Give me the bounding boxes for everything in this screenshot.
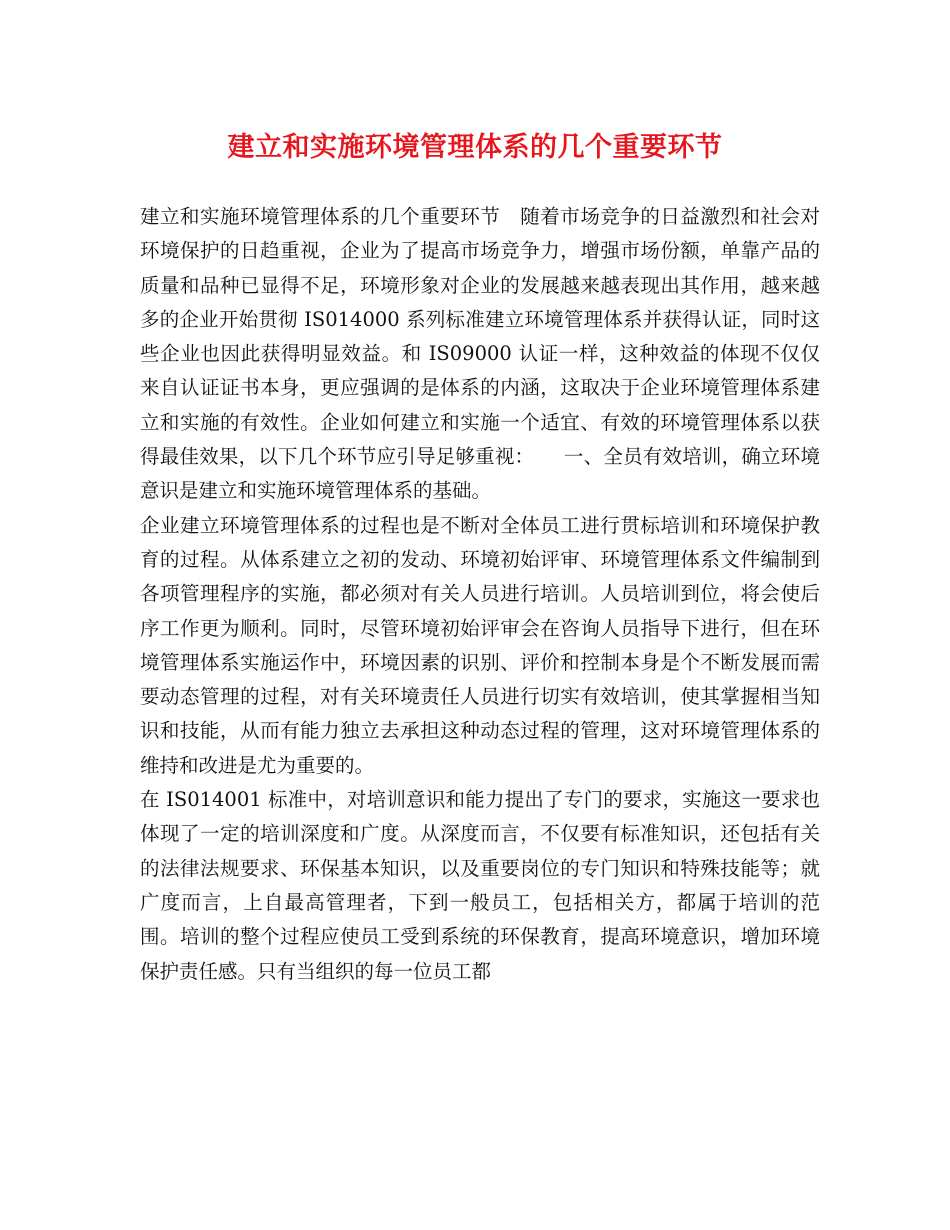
document-body [140,200,820,989]
paragraph-3: 在 IS014001 标准中，对培训意识和能力提出了专门的要求，实施这一要求也体现了一定的培训深度和广度。从深度而言，不仅要有标准知识，还包括有关的法律法规要求、环保基本知识，以及重要岗位的专门知识和特殊技能等；就广度而言，上自最高管理者，下到一般员工，包括相关方，都属于培训的范围。培训的整个过程应使员工受到系统的环保教育，提高环境意识，增加环境保护责任感。只有当组织的每一位员工都 [140,788,820,983]
document-title: 建立和实施环境管理体系的几个重要环节 [227,132,723,163]
paragraph-2: 企业建立环境管理体系的过程也是不断对全体员工进行贯标培训和环境保护教育的过程。从体系建立之初的发动、环境初始评审、环境管理体系文件编制到各项管理程序的实施，都必须对有关人员进行培训。人员培训到位，将会使后序工作更为顺利。同时，尽管环境初始评审会在咨询人员指导下进行，但在环境管理体系实施运作中，环境因素的识别、评价和控制本身是个不断发展而需要动态管理的过程，对有关环境责任人员进行切实有效培训，使其掌握相当知识和技能，从而有能力独立去承担这种动态过程的管理，这对环境管理体系的维持和改进是尤为重要的。 [140,513,820,777]
paragraph-1: 建立和实施环境管理体系的几个重要环节 随着市场竞争的日益激烈和社会对环境保护的日趋重视，企业为了提高市场竞争力，增强市场份额，单靠产品的质量和品种已显得不足，环境形象对企业的发展越来越表现出其作用，越来越多的企业开始贯彻 IS014000 系列标准建立环境管理体系并获得认证，同时这些企业也因此获得明显效益。和 IS09000 认证一样，这种效益的体现不仅仅来自认证证书本身，更应强调的是体系的内涵，这取决于企业环境管理体系建立和实施的有效性。企业如何建立和实施一个适宜、有效的环境管理体系以获得最佳效果，以下几个环节应引导足够重视： 一、全员有效培训，确立环境意识是建立和实施环境管理体系的基础。 [140,205,820,503]
